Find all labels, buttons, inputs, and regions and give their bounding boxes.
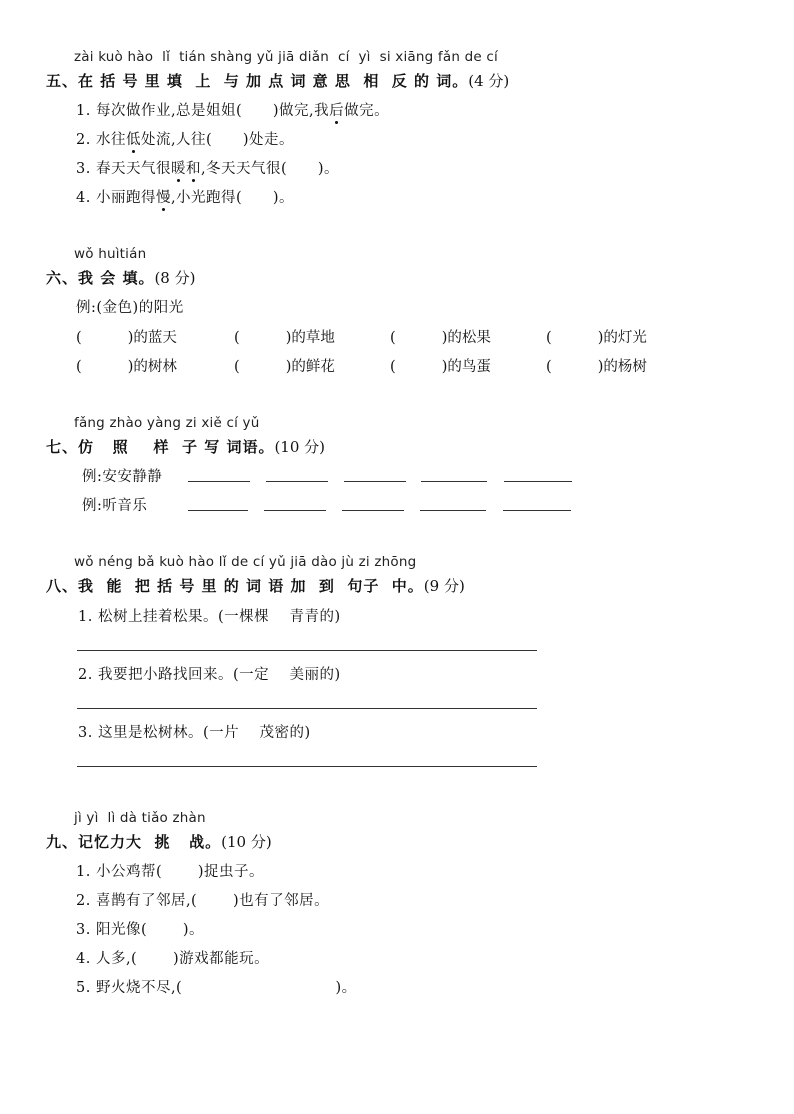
fill-cell[interactable]: ( )的松果: [390, 330, 491, 346]
section7-heading: [46, 436, 325, 457]
section5-heading: [46, 70, 509, 91]
section5-pinyin: zài kuò hào lǐ tián shàng yǔ jiā diǎn cí yì si xiāng fǎn de cí: [74, 49, 498, 65]
item-text: 做完。: [344, 103, 390, 119]
item-text: ,冬天天气很(: [200, 161, 288, 177]
answer-line[interactable]: [77, 766, 537, 767]
fill-cell[interactable]: ( )的鸟蛋: [390, 359, 491, 375]
fill-cell[interactable]: ( )的树林: [76, 359, 177, 375]
fill-cell[interactable]: ( )的灯光: [546, 330, 647, 346]
section5-item-1: [76, 99, 389, 120]
answer-line[interactable]: [503, 510, 571, 511]
section8-item-2: 2. 我要把小路找回来。(一定 美丽的): [78, 667, 341, 683]
section9-title: 九、记忆力大 挑 战。: [46, 833, 222, 851]
section8-title: 八、我 能 把 括 号 里 的 词 语 加 到 句子 中。: [46, 577, 424, 595]
item-text: ,小光跑得(: [170, 190, 243, 206]
section5-score: (4 分): [468, 72, 510, 90]
section9-item-2[interactable]: 2. 喜鹊有了邻居,( )也有了邻居。: [76, 893, 330, 909]
answer-line[interactable]: [504, 481, 572, 482]
item-text: 处流,人往(: [140, 132, 213, 148]
section5-item-3: [76, 157, 339, 178]
item-text: )处走。: [242, 132, 295, 148]
section7-title: 七、仿 照 样 子 写 词语。: [46, 438, 275, 456]
answer-line[interactable]: [421, 481, 487, 482]
dotted-word: 低: [125, 132, 141, 148]
item-text: )。: [317, 161, 340, 177]
item-text: )。: [272, 190, 295, 206]
section6-score: (8 分): [154, 269, 196, 287]
dotted-word: 后: [329, 103, 345, 119]
section9-item-4[interactable]: 4. 人多,( )游戏都能玩。: [76, 951, 270, 967]
item-text: )做完,我: [272, 103, 330, 119]
answer-line[interactable]: [420, 510, 486, 511]
section8-heading: [46, 575, 465, 596]
dotted-word: 暖: [170, 161, 186, 177]
item-text: 4. 小丽跑得: [76, 190, 156, 206]
section5-title: 五、在 括 号 里 填 上 与 加 点 词 意 思 相 反 的 词。: [46, 72, 469, 90]
answer-blank[interactable]: [287, 161, 318, 177]
answer-line[interactable]: [266, 481, 328, 482]
section8-pinyin: wǒ néng bǎ kuò hào lǐ de cí yǔ jiā dào jù zi zhōng: [74, 554, 417, 570]
section9-item-1[interactable]: 1. 小公鸡帮( )捉虫子。: [76, 864, 265, 880]
section5-item-4: [76, 186, 294, 207]
answer-blank[interactable]: [212, 132, 243, 148]
dotted-word: 和: [185, 161, 201, 177]
section8-item-3: 3. 这里是松树林。(一片 茂密的): [78, 725, 311, 741]
section6-heading: [46, 267, 195, 288]
fill-cell[interactable]: ( )的鲜花: [234, 359, 335, 375]
section7-example-1: 例:安安静静: [82, 469, 163, 485]
section6-title: 六、我 会 填。: [46, 269, 155, 287]
answer-blank[interactable]: [242, 190, 273, 206]
section8-score: (9 分): [423, 577, 465, 595]
section5-item-2: [76, 128, 294, 149]
item-text: 3. 春天天气很: [76, 161, 171, 177]
answer-line[interactable]: [264, 510, 326, 511]
answer-line[interactable]: [188, 510, 248, 511]
answer-line[interactable]: [77, 708, 537, 709]
answer-line[interactable]: [77, 650, 537, 651]
section9-item-3[interactable]: 3. 阳光像( )。: [76, 922, 205, 938]
section8-item-1: 1. 松树上挂着松果。(一棵棵 青青的): [78, 609, 341, 625]
answer-line[interactable]: [342, 510, 404, 511]
item-text: 2. 水往: [76, 132, 126, 148]
fill-cell[interactable]: ( )的草地: [234, 330, 335, 346]
section7-example-2: 例:听音乐: [82, 498, 148, 514]
section7-pinyin: fǎng zhào yàng zi xiě cí yǔ: [74, 415, 260, 431]
section9-item-5[interactable]: 5. 野火烧不尽,( )。: [76, 980, 357, 996]
answer-line[interactable]: [344, 481, 406, 482]
answer-blank[interactable]: [242, 103, 273, 119]
section9-heading: [46, 831, 272, 852]
section9-score: (10 分): [221, 833, 272, 851]
dotted-word: 慢: [155, 190, 171, 206]
section6-example: 例:(金色)的阳光: [76, 300, 184, 316]
section9-pinyin: jì yì lì dà tiǎo zhàn: [74, 810, 206, 826]
answer-line[interactable]: [188, 481, 250, 482]
item-text: 1. 每次做作业,总是姐姐(: [76, 103, 243, 119]
section6-pinyin: wǒ huìtián: [74, 246, 147, 262]
fill-cell[interactable]: ( )的杨树: [546, 359, 647, 375]
section7-score: (10 分): [274, 438, 326, 456]
fill-cell[interactable]: ( )的蓝天: [76, 330, 177, 346]
